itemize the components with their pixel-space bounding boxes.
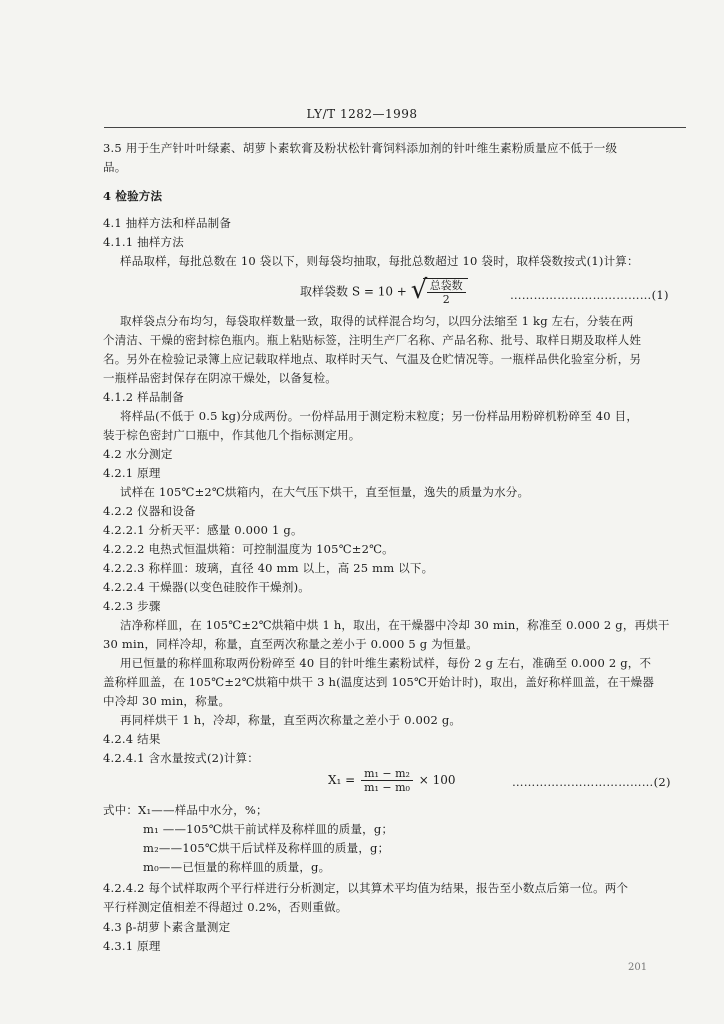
formula-1-lhs: 取样袋数 S = 10 +: [300, 284, 407, 299]
text-line: 4.1.2 样品制备: [103, 390, 184, 404]
text-line: 4.3 β-胡萝卜素含量测定: [103, 920, 231, 934]
formula-2: [328, 767, 456, 794]
formula-1: [300, 275, 468, 306]
text-line: 4.2.1 原理: [103, 466, 161, 480]
text-line: 一瓶样品密封保存在阴凉干燥处，以备复检。: [103, 371, 337, 385]
text-line: 中冷却 30 min，称量。: [103, 694, 231, 708]
formula-2-fraction: [361, 767, 413, 794]
text-line: 取样袋点分布均匀，每袋取样数量一致，取得的试样混合均匀，以四分法缩至 1 kg 左右，分装在两: [120, 314, 634, 328]
text-line: 试样在 105℃±2℃烘箱内，在大气压下烘干，直至恒量，逸失的质量为水分。: [120, 485, 530, 499]
text-line: 4.1 抽样方法和样品制备: [103, 216, 232, 230]
header-rule: [104, 127, 686, 128]
text-line: 装于棕色密封广口瓶中，作其他几个指标测定用。: [103, 428, 361, 442]
text-line: 4.2 水分测定: [103, 447, 173, 461]
text-line: 4.2.4 结果: [103, 732, 161, 746]
text-line: 4.2.2 仪器和设备: [103, 504, 196, 518]
text-line: 4.3.1 原理: [103, 939, 161, 953]
text-line: 个清洁、干燥的密封棕色瓶内。瓶上粘贴标签，注明生产厂名称、产品名称、批号、取样日期及取样人姓: [103, 333, 642, 347]
text-line: 4.2.2.4 干燥器(以变色硅胶作干燥剂)。: [103, 580, 310, 594]
text-line: 4.2.3 步骤: [103, 599, 161, 613]
text-line: 将样品(不低于 0.5 kg)分成两份。一份样品用于测定粉末粒度；另一份样品用粉碎机粉碎至 40 目，: [120, 409, 639, 423]
formula-2-number: ………………………………(2): [512, 775, 671, 789]
formula-2-numerator: m₁ − m₂: [361, 767, 413, 781]
text-line: 4.2.2.2 电热式恒温烘箱：可控制温度为 105℃±2℃。: [103, 542, 394, 556]
text-line: m₂——105℃烘干后试样及称样皿的质量，g；: [143, 841, 390, 855]
text-line: 用已恒量的称样皿称取两份粉碎至 40 目的针叶维生素粉试样，每份 2 g 左右，准确至 0.000 2 g，不: [120, 656, 652, 670]
text-line: 品。: [103, 160, 127, 174]
text-line: 4.1.1 抽样方法: [103, 235, 184, 249]
text-line: 3.5 用于生产针叶叶绿素、胡萝卜素软膏及粉状松针膏饲料添加剂的针叶维生素粉质量应不低于一级: [103, 141, 618, 155]
formula-1-fraction: [427, 279, 466, 306]
formula-2-lhs: X₁ =: [328, 773, 356, 787]
text-line: 4.2.2.3 称样皿：玻璃，直径 40 mm 以上，高 25 mm 以下。: [103, 561, 434, 575]
text-line: 平行样测定值相差不得超过 0.2%，否则重做。: [103, 900, 348, 914]
page-number: 201: [628, 962, 648, 973]
sqrt-sign: √ $\frac{\text{总袋数}}{2}$: [411, 278, 468, 306]
text-line: m₁ ——105℃烘干前试样及称样皿的质量，g；: [143, 822, 394, 836]
text-line: 4 检验方法: [103, 189, 163, 203]
formula-2-rhs: × 100: [418, 773, 456, 787]
formula-1-denominator: 2: [442, 293, 450, 306]
formula-1-number: ………………………………(1): [510, 288, 669, 302]
text-line: 4.2.2.1 分析天平：感量 0.000 1 g。: [103, 523, 303, 537]
text-line: 30 min，同样冷却，称量，直至两次称量之差小于 0.000 5 g 为恒量。: [103, 637, 478, 651]
text-line: 式中：X₁——样品中水分，%；: [103, 803, 268, 817]
formula-2-denominator: m₁ − m₀: [364, 781, 410, 794]
formula-1-numerator: 总袋数: [427, 279, 466, 293]
text-line: 再同样烘干 1 h，冷却，称量，直至两次称量之差小于 0.002 g。: [120, 713, 462, 727]
text-line: 4.2.4.2 每个试样取两个平行样进行分析测定，以其算术平均值为结果，报告至小数点后第一位。两个: [103, 881, 629, 895]
text-line: m₀——已恒量的称样皿的质量，g。: [143, 860, 331, 874]
text-line: 样品取样，每批总数在 10 袋以下，则每袋均抽取，每批总数超过 10 袋时，取样袋数按式(1)计算：: [120, 254, 639, 268]
text-line: 盖称样皿盖，在 105℃±2℃烘箱中烘干 3 h(温度达到 105℃开始计时)，取出，盖好称样皿盖，在干燥器: [103, 675, 655, 689]
text-line: 洁净称样皿，在 105℃±2℃烘箱中烘 1 h，取出，在干燥器中冷却 30 min，称准至 0.000 2 g，再烘干: [120, 618, 670, 632]
text-line: 名。另外在检验记录簿上应记载取样地点、取样时天气、气温及仓贮情况等。一瓶样品供化验室分析，另: [103, 352, 642, 366]
text-line: 4.2.4.1 含水量按式(2)计算：: [103, 751, 259, 765]
standard-code-header: LY/T 1282—1998: [306, 107, 418, 121]
